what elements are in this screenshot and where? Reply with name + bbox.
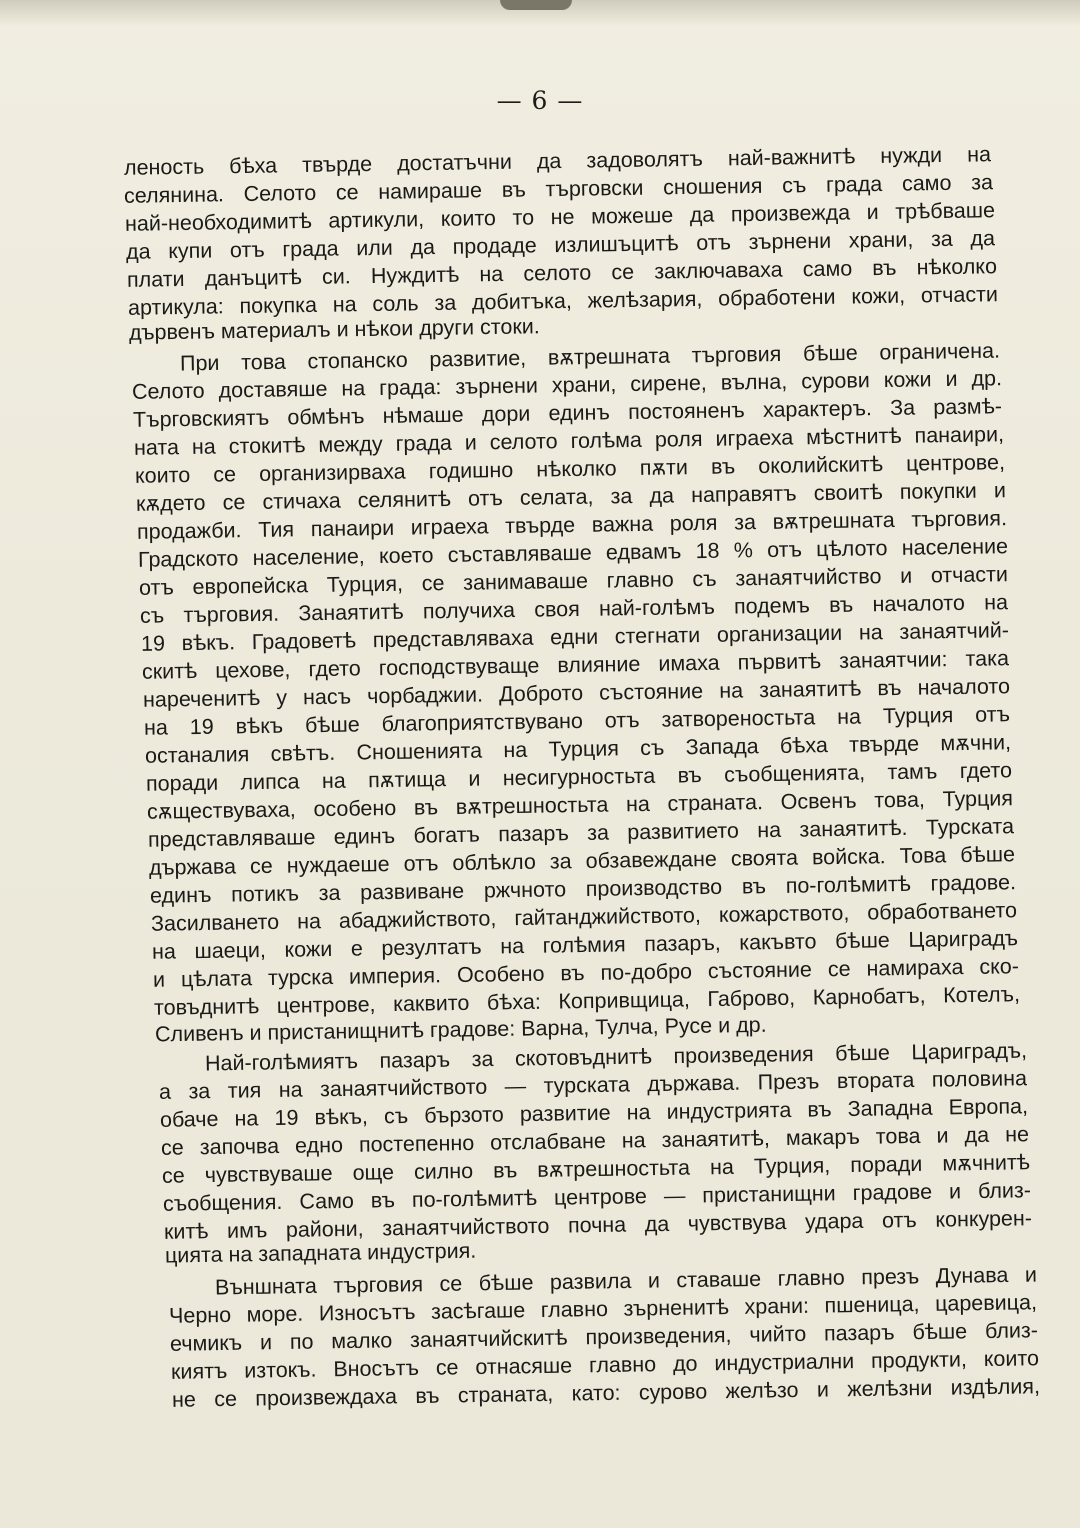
text-line: и цѣлата турска империя. Особено въ по-добро състояние се намираха ско- xyxy=(152,954,1020,992)
text-line: се чувствуваше още силно въ вѫтрешностьта на Турция, поради мѫчнитѣ xyxy=(161,1150,1031,1188)
text-line: Най-голѣмиятъ пазаръ за скотовъднитѣ произведения бѣше Цариградъ, xyxy=(204,1038,1028,1076)
text-line: товъднитѣ центрове, каквито бѣха: Копривщица, Габрово, Карнобатъ, Котелъ, xyxy=(153,982,1021,1020)
text-line: на 19 вѣкъ бѣше благоприятствувано отъ затвореностьта на Турция отъ xyxy=(143,702,1011,740)
text-line: отъ европейска Турция, се занимаваше главно съ занаятчийство и отчасти xyxy=(138,562,1009,600)
text-line: представляваше единъ богатъ пазаръ за развитието на занаятитѣ. Турската xyxy=(147,814,1015,852)
text-line: обаче на 19 вѣкъ, съ бързото развитие на индустрията въ Западна Европа, xyxy=(159,1094,1029,1132)
text-line: държава се нуждаеше отъ облѣкло за обзавеждане своята войска. Това бѣше xyxy=(148,842,1016,880)
text-line: които се организирваха годишно нѣколко пѫти въ околийскитѣ центрове, xyxy=(134,450,1006,488)
text-line: киятъ изтокъ. Вносътъ се отнасяше главно до индустриални продукти, които xyxy=(170,1346,1040,1384)
text-line: нареченитѣ у насъ чорбаджии. Доброто състояние на занаятитѣ въ началото xyxy=(142,674,1011,712)
binding-clip xyxy=(500,0,572,10)
text-line: скитѣ цехове, гдето господствуваще влияние имаха първитѣ занаятчии: така xyxy=(141,646,1010,684)
text-line: не се произвеждаха въ страната, като: сурово желѣзо и желѣзни издѣлия, xyxy=(171,1374,1041,1412)
text-line: а за тия на занаятчийството — турската държава. Презъ втората половина xyxy=(158,1066,1028,1104)
text-line: се започва едно постепенно отслабване на занаятитѣ, макаръ това и да не xyxy=(160,1122,1030,1160)
text-line: на шаеци, кожи е резултатъ на голѣмия пазаръ, какъвто бѣше Цариградъ xyxy=(151,926,1019,964)
text-line: Градското население, което съставляваше едвамъ 18 % отъ цѣлото население xyxy=(137,534,1009,572)
text-line: поради липса на пѫтища и несигурностьта въ съобщенията, тамъ гдето xyxy=(145,758,1013,796)
text-line: сѫществуваха, особено въ вѫтрешностьта на страната. Освенъ това, Турция xyxy=(146,786,1014,824)
text-line: Търговскиятъ обмѣнъ нѣмаше дори единъ постояненъ характеръ. За размѣ- xyxy=(132,394,1003,432)
text-line: цията на западната индустрия. xyxy=(164,1238,477,1268)
text-line: 19 вѣкъ. Градоветѣ представляваха едни стегнати организации на занаятчий- xyxy=(140,618,1010,656)
text-line: артикула: покупка на соль за добитъка, желѣзария, обработени кожи, отчасти xyxy=(127,282,999,320)
text-line: Външната търговия се бѣше развила и ставаше главно презъ Дунава и xyxy=(214,1262,1038,1300)
text-line: леность бѣха твърде достатъчни да задоволятъ най-важнитѣ нужди на xyxy=(123,142,992,180)
text-line: китѣ имъ райони, занаятчийството почна да чувствува удара отъ конкурен- xyxy=(163,1206,1033,1244)
text-line: плати данъцитѣ си. Нуждитѣ на селото се заключаваха само въ нѣколко xyxy=(126,254,998,292)
text-line: дървенъ материалъ и нѣкои други стоки. xyxy=(128,314,540,345)
text-line: останалия свѣтъ. Сношенията на Турция съ Запада бѣха твърде мѫчни, xyxy=(144,730,1012,768)
text-line: Селото доставяше на града: зърнени храни, сирене, вълна, сурови кожи и др. xyxy=(131,366,1003,404)
text-line: кѫдето се стичаха селянитѣ отъ селата, за да направятъ своитѣ покупки и xyxy=(135,478,1007,516)
text-line: съ търговия. Занаятитѣ получиха своя най-голѣмъ подемъ въ началото на xyxy=(139,590,1009,628)
text-line: съобщения. Само въ по-голѣмитѣ центрове — пристанищни градове и близ- xyxy=(162,1178,1032,1216)
text-line: Засилването на абаджийството, гайтанджийството, кожарството, обработването xyxy=(150,898,1018,936)
text-line: Черно море. Износътъ засѣгаше главно зърненитѣ храни: пшеница, царевица, xyxy=(168,1290,1038,1328)
text-line: продажби. Тия панаири играеха твърде важна роля за вѫтрешната търговия. xyxy=(136,506,1008,544)
text-line: единъ потикъ за развиване ржчното производство въ по-голѣмитѣ градове. xyxy=(149,870,1017,908)
text-line: ната на стокитѣ между града и селото голѣма роля играеха мѣстнитѣ панаири, xyxy=(133,422,1005,460)
text-line: селянина. Селото се намираше въ търговски сношения съ града само за xyxy=(123,170,994,208)
text-line: Сливенъ и пристанищнитѣ градове: Варна, Тулча, Русе и др. xyxy=(154,1012,767,1047)
text-line: ечмикъ и по малко занаятчийскитѣ произведения, чийто пазаръ бѣше близ- xyxy=(169,1318,1039,1356)
page-number: — 6 — xyxy=(496,86,584,115)
text-line: При това стопанско развитие, вѫтрешната търговия бѣше ограничена. xyxy=(179,338,1001,376)
text-line: най-необходимитѣ артикули, които то не можеше да произвежда и трѣбваше xyxy=(124,198,996,236)
text-line: да купи отъ града или да продаде излишъцитѣ отъ зърнени храни, за да xyxy=(125,226,996,264)
